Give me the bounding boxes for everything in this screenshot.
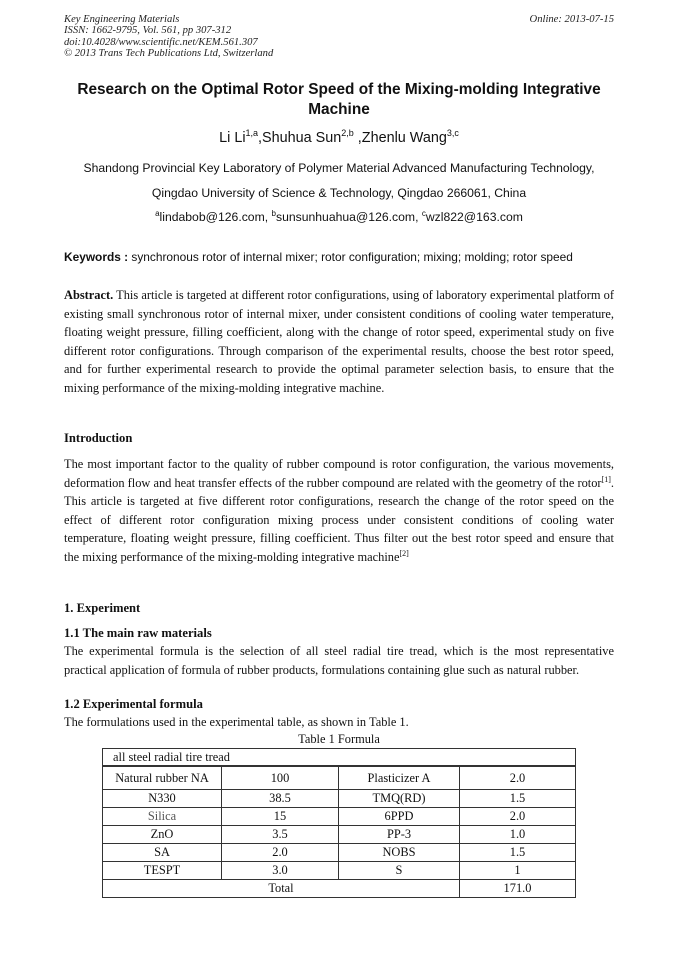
table-cell: SA bbox=[103, 844, 222, 862]
table-cell: S bbox=[339, 862, 460, 880]
email-superscript: a bbox=[155, 209, 160, 218]
author-superscript: 3,c bbox=[446, 128, 459, 138]
table-cell: 2.0 bbox=[460, 766, 576, 790]
author-superscript: 1,a bbox=[245, 128, 259, 138]
table-cell: 38.5 bbox=[222, 790, 339, 808]
intro-text-1: The most important factor to the quality of rubber compound is rotor configuration, the various movements, deformation flow and heat transfer effects of the rubber compound are related with the geometry of the rotor bbox=[64, 457, 614, 490]
affiliation-line-2: Qingdao University of Science & Technology, Qingdao 266061, China bbox=[151, 186, 527, 200]
table-row bbox=[103, 826, 576, 844]
introduction-paragraph bbox=[64, 455, 614, 567]
table-cell: 3.5 bbox=[222, 826, 339, 844]
author-name: Shuhua Sun bbox=[262, 129, 342, 146]
email-superscript: c bbox=[421, 209, 426, 218]
keywords-text: synchronous rotor of internal mixer; rotor configuration; mixing; molding; rotor speed bbox=[131, 250, 573, 264]
author-list: Li Li$^{1,a}$,Shuhua Sun$^{2,b}$ ,Zhenlu Wang$^{3,c}$ bbox=[219, 128, 459, 146]
abstract-paragraph bbox=[64, 286, 614, 398]
abstract-text: This article is targeted at different rotor configurations, using of laboratory experimental platform of existing small synchronous rotor of internal mixer, under consistent conditions of cooling water temperature, floating weight pressure, filling coefficient, along with the change of rotor speed, experimental study on five different rotor configurations. Through comparison of the experimental results, choose the best rotor speed, and for further experimental research to provide the optimal parameter selection basis, to ensure that the mixing performance of the mixing-molding integrative machine. bbox=[64, 288, 614, 395]
table-cell: 2.0 bbox=[460, 808, 576, 826]
author-superscript: 2,b bbox=[341, 128, 354, 138]
paper-title: Research on the Optimal Rotor Speed of the Mixing-molding Integrative Machine bbox=[77, 81, 601, 118]
keywords-label: Keywords : bbox=[64, 250, 129, 264]
table-title: all steel radial tire tread bbox=[103, 749, 576, 767]
table-cell: Plasticizer A bbox=[339, 766, 460, 790]
abstract-label: Abstract. bbox=[64, 288, 114, 302]
table-cell: 15 bbox=[222, 808, 339, 826]
author-email: sunsunhuahua@126.com bbox=[275, 210, 416, 225]
table-cell: N330 bbox=[103, 790, 222, 808]
table-row bbox=[103, 844, 576, 862]
table-cell: 1.5 bbox=[460, 790, 576, 808]
affiliation-line-1: Shandong Provincial Key Laboratory of Polymer Material Advanced Manufacturing Technology, bbox=[83, 161, 595, 175]
table-cell: 1 bbox=[460, 862, 576, 880]
table-total-row bbox=[103, 880, 576, 898]
table-row bbox=[103, 862, 576, 880]
table-cell: 3.0 bbox=[222, 862, 339, 880]
table-cell: 6PPD bbox=[339, 808, 460, 826]
section-1-2-heading: 1.2 Experimental formula bbox=[64, 697, 203, 711]
table-cell: TESPT bbox=[103, 862, 222, 880]
total-value: 171.0 bbox=[460, 880, 576, 898]
table-cell: Natural rubber NA bbox=[103, 766, 222, 790]
table-cell: 100 bbox=[222, 766, 339, 790]
copyright-line: © 2013 Trans Tech Publications Ltd, Switzerland bbox=[64, 48, 274, 60]
doi-line: doi:10.4028/www.scientific.net/KEM.561.307 bbox=[64, 36, 258, 48]
author-email: lindabob@126.com bbox=[159, 210, 265, 225]
author-email: wzl822@163.com bbox=[425, 210, 523, 225]
citation-2: [2] bbox=[399, 548, 409, 558]
table-row bbox=[103, 790, 576, 808]
formula-table bbox=[102, 748, 576, 898]
issn-line: ISSN: 1662-9795, Vol. 561, pp 307-312 bbox=[64, 25, 232, 37]
section-1-1-paragraph: The experimental formula is the selection of all steel radial tire tread, which is the most representative practical application of formula of rubber products, formulations containing glue such as natural rubber. bbox=[64, 644, 614, 677]
journal-name: Key Engineering Materials bbox=[64, 14, 180, 25]
introduction-heading: Introduction bbox=[64, 431, 133, 445]
author-name: Zhenlu Wang bbox=[361, 129, 447, 146]
total-label: Total bbox=[103, 880, 460, 898]
citation-1: [1] bbox=[601, 474, 611, 484]
table-row bbox=[103, 766, 576, 790]
table-cell: 2.0 bbox=[222, 844, 339, 862]
keywords-line bbox=[64, 250, 624, 264]
email-line: $^a$lindabob@126.com, $^b$sunsunhuahua@126.com, $^c$wzl822@163.com bbox=[155, 209, 523, 225]
table-caption: Table 1 Formula bbox=[298, 732, 380, 746]
author-name: Li Li bbox=[219, 129, 246, 146]
table-row bbox=[103, 808, 576, 826]
table-cell: NOBS bbox=[339, 844, 460, 862]
table-cell: Silica bbox=[103, 808, 222, 826]
table-cell: ZnO bbox=[103, 826, 222, 844]
table-cell: PP-3 bbox=[339, 826, 460, 844]
table-cell: TMQ(RD) bbox=[339, 790, 460, 808]
email-superscript: b bbox=[271, 209, 276, 218]
section-1-1-heading: 1.1 The main raw materials bbox=[64, 626, 212, 640]
intro-text-2: . This article is targeted at five different rotor configurations, research the change of the rotor speed on the effect of different rotor configuration mixing process under consistent conditions of cooling water temperature, floating weight pressure, filling coefficient. Thus filter out the best rotor speed and ensure that the mixing performance of the mixing-molding integrative machine bbox=[64, 475, 614, 564]
journal-metadata bbox=[64, 14, 273, 60]
table-cell: 1.0 bbox=[460, 826, 576, 844]
experiment-heading: 1. Experiment bbox=[64, 601, 141, 615]
online-date: Online: 2013-07-15 bbox=[529, 14, 614, 25]
table-cell: 1.5 bbox=[460, 844, 576, 862]
section-1-2-paragraph: The formulations used in the experimental table, as shown in Table 1. bbox=[64, 715, 409, 729]
